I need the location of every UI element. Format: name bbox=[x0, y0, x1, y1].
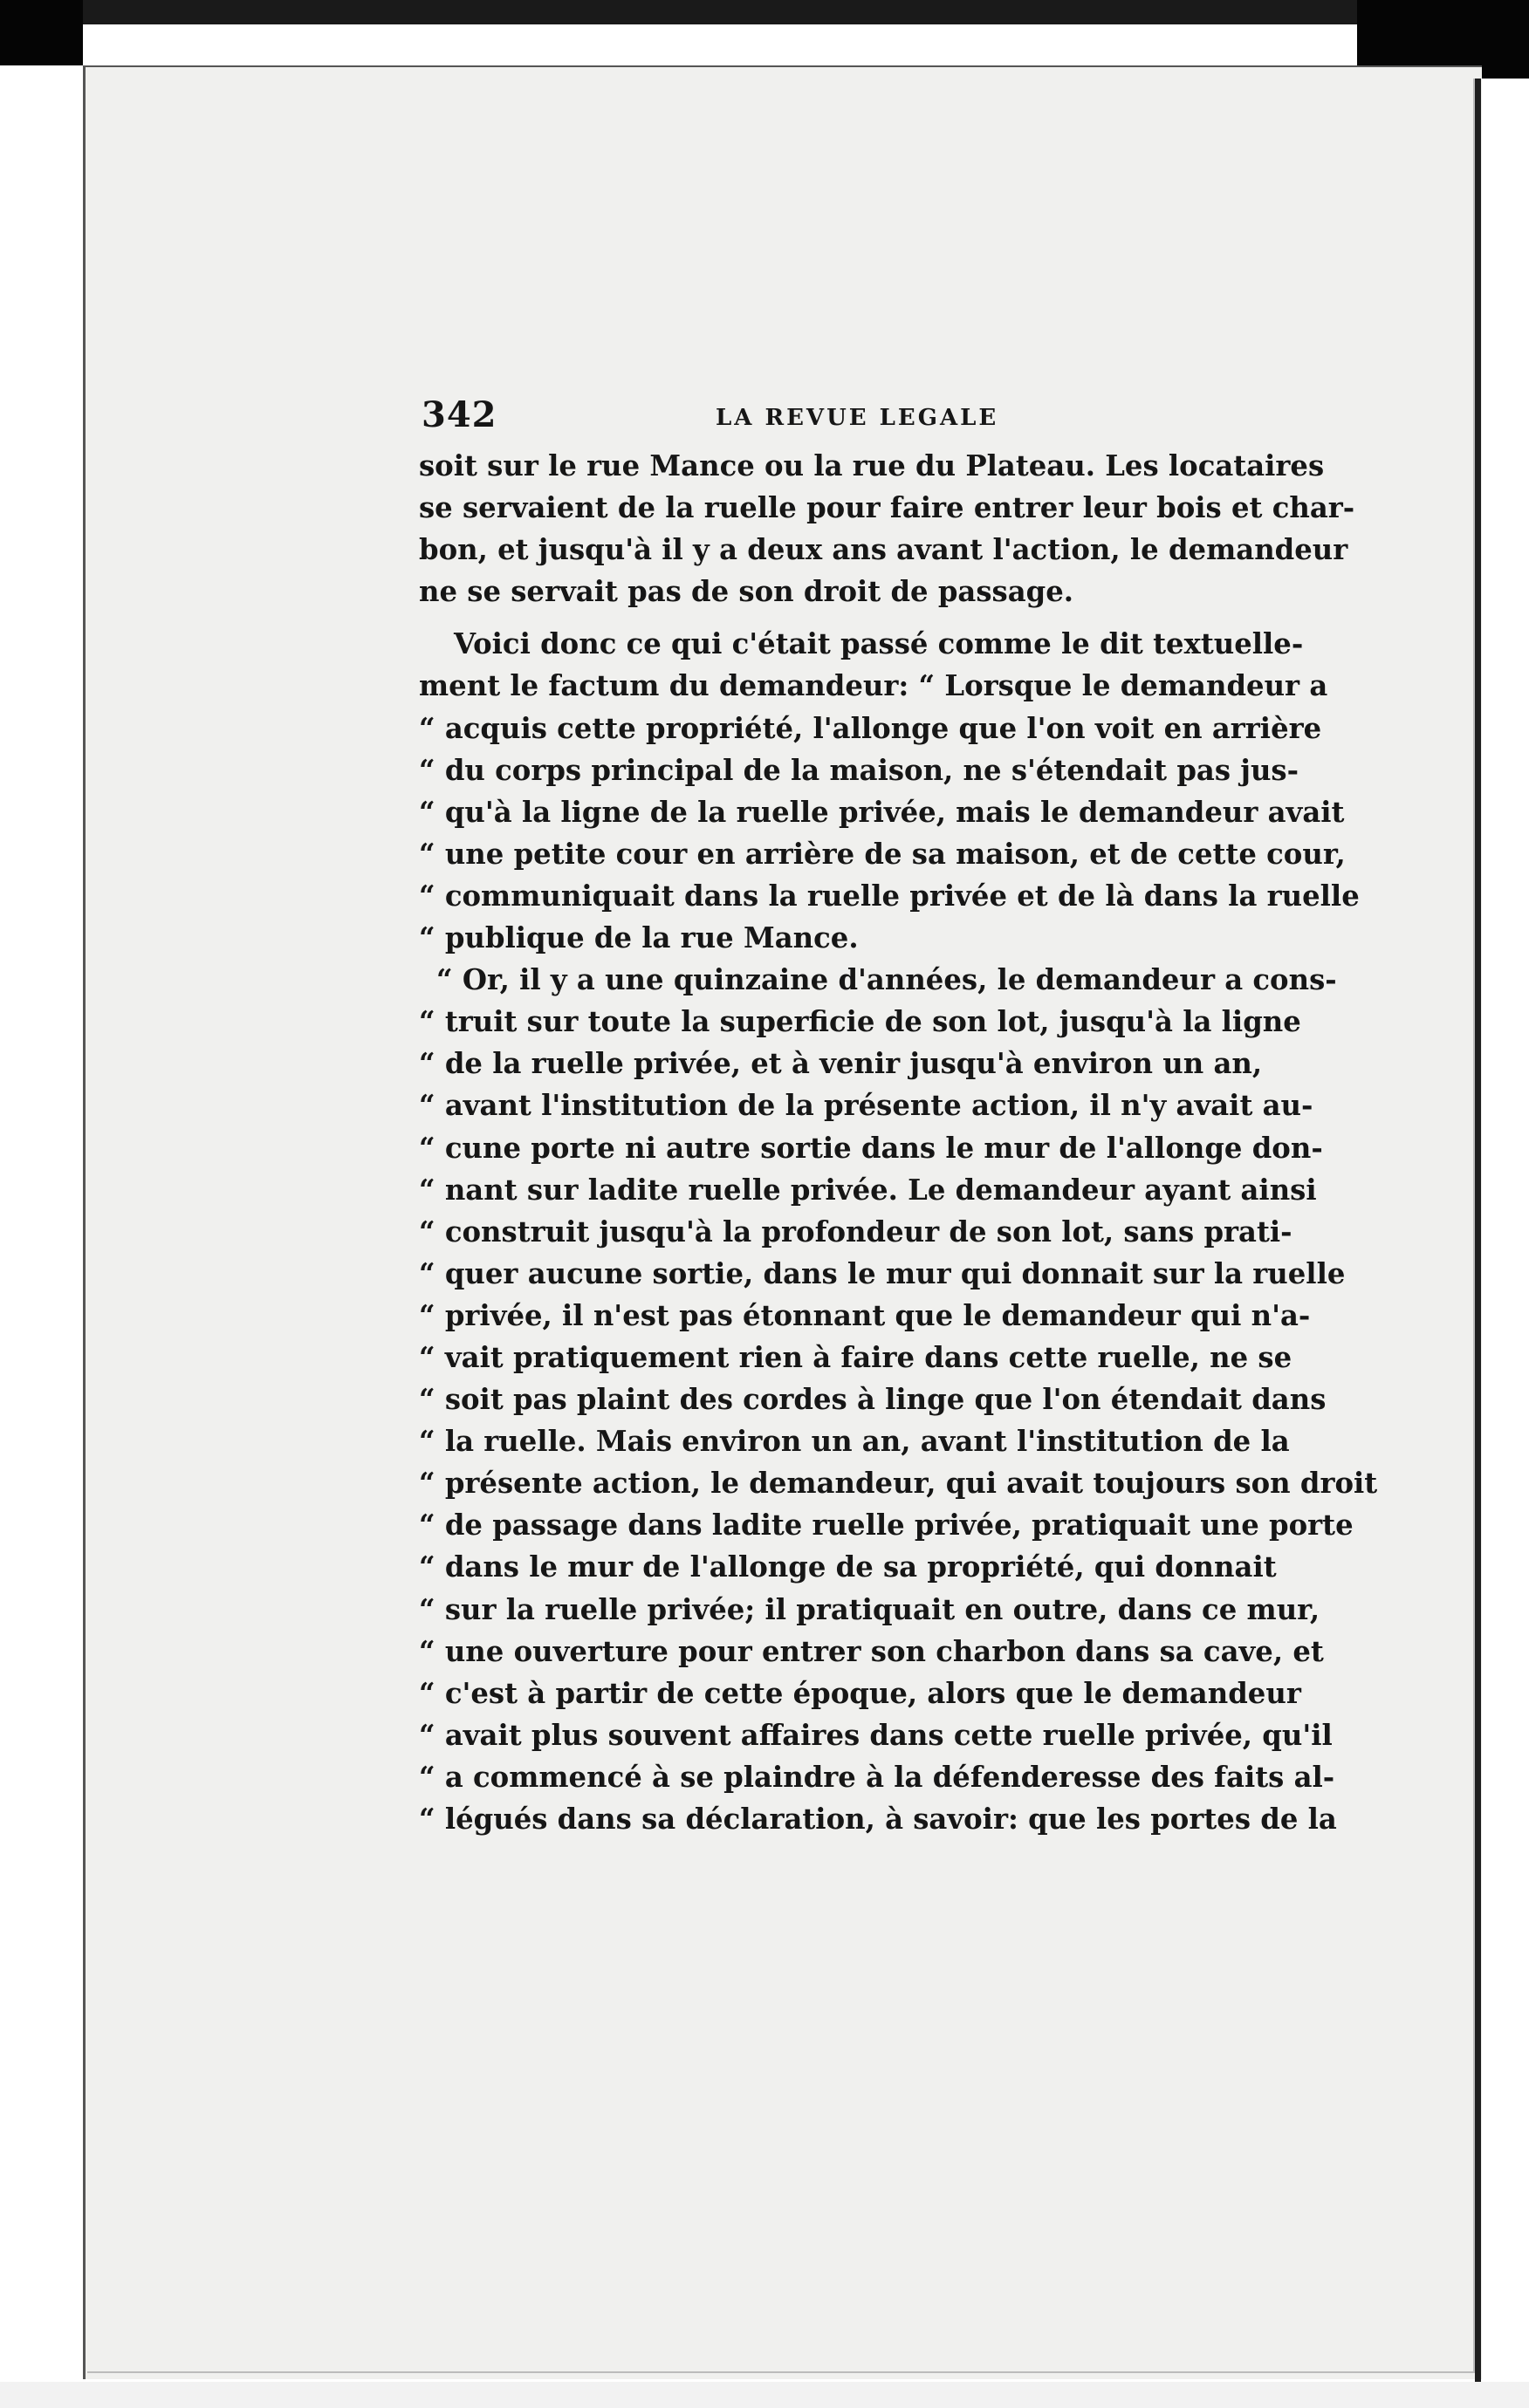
body-text bbox=[419, 445, 1378, 1840]
paragraph-2 bbox=[419, 623, 1360, 959]
text-line: “ qu'à la ligne de la ruelle privée, mais le demandeur avait bbox=[419, 795, 1345, 829]
paragraph-1 bbox=[419, 445, 1355, 612]
scan-border-top bbox=[83, 0, 1357, 24]
text-line: “ dans le mur de l'allonge de sa propriété, qui donnait bbox=[419, 1550, 1277, 1584]
text-line: “ sur la ruelle privée; il pratiquait en outre, dans ce mur, bbox=[419, 1592, 1320, 1626]
text-line: “ cune porte ni autre sortie dans le mur de l'allonge don- bbox=[419, 1131, 1323, 1165]
text-line: “ de la ruelle privée, et à venir jusqu'à environ un an, bbox=[419, 1047, 1263, 1081]
paragraph-3 bbox=[419, 959, 1378, 1840]
scan-border-bottom bbox=[0, 2382, 1529, 2408]
scan-border-top-left bbox=[0, 0, 83, 65]
text-line: ne se servait pas de son droit de passage. bbox=[419, 575, 1074, 609]
text-line: “ légués dans sa déclaration, à savoir: que les portes de la bbox=[419, 1803, 1337, 1836]
text-line: “ présente action, le demandeur, qui avait toujours son droit bbox=[419, 1467, 1378, 1501]
page-number: 342 bbox=[422, 394, 497, 435]
page-content bbox=[419, 384, 1378, 1840]
text-line: “ la ruelle. Mais environ un an, avant l'institution de la bbox=[419, 1425, 1290, 1459]
text-line: “ du corps principal de la maison, ne s'étendait pas jus- bbox=[419, 753, 1299, 787]
text-line: ment le factum du demandeur: “ Lorsque le demandeur a bbox=[419, 669, 1328, 703]
page-edge-right bbox=[1475, 79, 1481, 2382]
text-line: “ nant sur ladite ruelle privée. Le demandeur ayant ainsi bbox=[419, 1173, 1317, 1207]
text-line: “ avait plus souvent affaires dans cette ruelle privée, qu'il bbox=[419, 1718, 1333, 1752]
text-line: “ a commencé à se plaindre à la défenderesse des faits al- bbox=[419, 1760, 1335, 1794]
text-line: “ vait pratiquement rien à faire dans cette ruelle, ne se bbox=[419, 1340, 1292, 1374]
text-line: “ Or, il y a une quinzaine d'années, le demandeur a cons- bbox=[436, 963, 1337, 997]
text-line: “ de passage dans ladite ruelle privée, pratiquait une porte bbox=[419, 1508, 1354, 1543]
text-line: se servaient de la ruelle pour faire entrer leur bois et char- bbox=[419, 491, 1355, 525]
text-line: “ une ouverture pour entrer son charbon dans sa cave, et bbox=[419, 1634, 1324, 1668]
text-line: soit sur le rue Mance ou la rue du Plateau. Les locataires bbox=[419, 449, 1325, 482]
text-line: “ une petite cour en arrière de sa maison, et de cette cour, bbox=[419, 837, 1346, 871]
text-line: “ quer aucune sortie, dans le mur qui donnait sur la ruelle bbox=[419, 1256, 1346, 1290]
text-line: “ publique de la rue Mance. bbox=[419, 921, 859, 955]
text-line: Voici donc ce qui c'était passé comme le dit textuelle- bbox=[454, 627, 1304, 661]
text-line: “ communiquait dans la ruelle privée et de là dans la ruelle bbox=[419, 879, 1360, 913]
text-line: “ avant l'institution de la présente action, il n'y avait au- bbox=[419, 1089, 1313, 1123]
text-line: “ acquis cette propriété, l'allonge que l'on voit en arrière bbox=[419, 711, 1322, 745]
text-line: “ privée, il n'est pas étonnant que le demandeur qui n'a- bbox=[419, 1298, 1311, 1332]
text-line: “ construit jusqu'à la profondeur de son lot, sans prati- bbox=[419, 1214, 1292, 1248]
text-line: “ truit sur toute la superficie de son lot, jusqu'à la ligne bbox=[419, 1005, 1301, 1039]
text-line: “ soit pas plaint des cordes à linge que l'on étendait dans bbox=[419, 1383, 1327, 1417]
text-line: bon, et jusqu'à il y a deux ans avant l'action, le demandeur bbox=[419, 533, 1348, 567]
journal-title: LA REVUE LEGALE bbox=[716, 405, 999, 431]
text-line: “ c'est à partir de cette époque, alors que le demandeur bbox=[419, 1676, 1301, 1710]
running-head bbox=[419, 384, 1257, 445]
